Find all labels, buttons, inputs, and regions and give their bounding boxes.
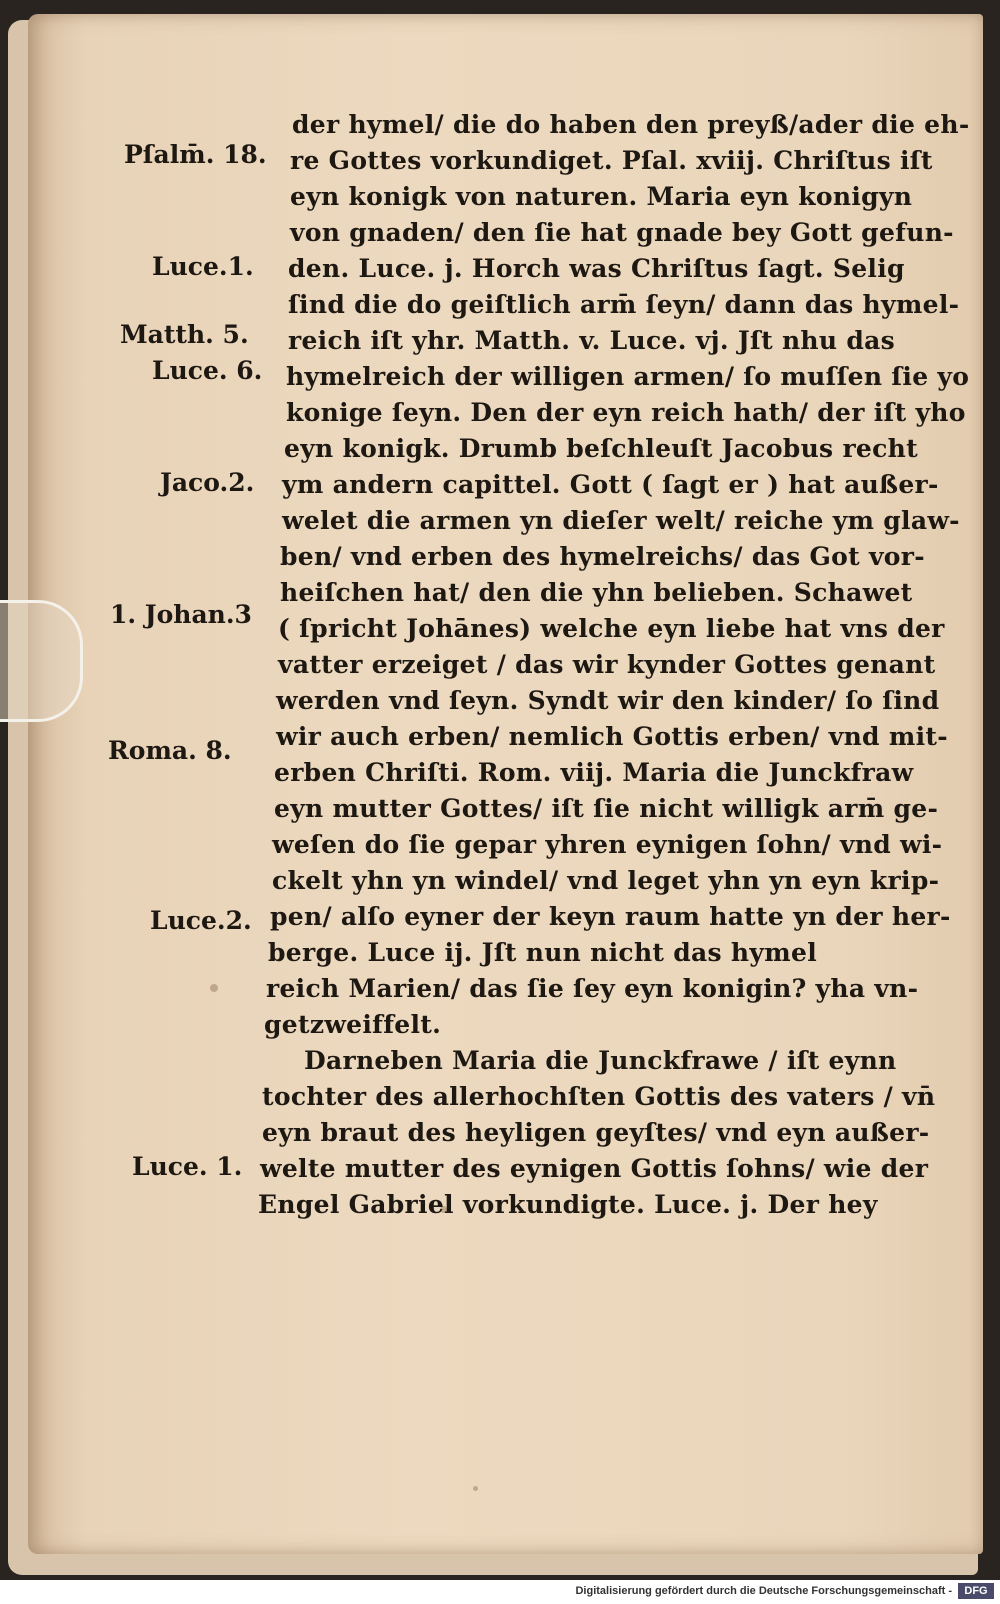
text-line: erben Chriſti. Rom. viij. Maria die Junckfraw bbox=[274, 758, 914, 787]
text-line: den. Luce. j. Horch was Chriſtus ſagt. Selig bbox=[288, 254, 905, 283]
text-line: ſind die do geiſtlich arm̄ ſeyn/ dann das hymel- bbox=[288, 290, 960, 319]
text-line: tochter des allerhochſten Gottis des vaters / vn̄ bbox=[262, 1082, 936, 1111]
margin-note: Luce. 1. bbox=[132, 1152, 243, 1181]
margin-note: Jaco.2. bbox=[160, 468, 255, 497]
margin-note: Luce.2. bbox=[150, 906, 252, 935]
text-line: weſen do ſie gepar yhren eynigen ſohn/ vnd wi- bbox=[272, 830, 943, 859]
text-line: eyn konigk von naturen. Maria eyn konigyn bbox=[290, 182, 913, 211]
text-line: Darneben Maria die Junckfrawe / iſt eynn bbox=[304, 1046, 897, 1075]
text-line: ben/ vnd erben des hymelreichs/ das Got vor- bbox=[280, 542, 925, 571]
text-line: Engel Gabriel vorkundigte. Luce. j. Der hey bbox=[258, 1190, 878, 1219]
digitization-credit: Digitalisierung gefördert durch die Deutsche Forschungsgemeinschaft - bbox=[575, 1585, 952, 1597]
text-line: eyn konigk. Drumb beſchleuſt Jacobus recht bbox=[284, 434, 918, 463]
text-line: reich Marien/ das ſie ſey eyn konigin? yha vn- bbox=[266, 974, 919, 1003]
margin-note: Matth. 5. bbox=[120, 320, 249, 349]
text-line: pen/ alſo eyner der keyn raum hatte yn der her- bbox=[270, 902, 951, 931]
text-line: eyn braut des heyligen geyſtes/ vnd eyn außer- bbox=[262, 1118, 930, 1147]
text-line: ( ſpricht Johānes) welche eyn liebe hat vns der bbox=[278, 614, 945, 643]
text-line: konige ſeyn. Den der eyn reich hath/ der iſt yho bbox=[286, 398, 966, 427]
margin-note: Roma. 8. bbox=[108, 736, 232, 765]
text-line: re Gottes vorkundiget. Pſal. xviij. Chriſtus iſt bbox=[290, 146, 933, 175]
text-line: vatter erzeiget / das wir kynder Gottes genant bbox=[278, 650, 936, 679]
text-line: von gnaden/ den ſie hat gnade bey Gott gefun- bbox=[290, 218, 954, 247]
margin-note: 1. Johan.3 bbox=[110, 600, 252, 629]
text-line: der hymel/ die do haben den preyß/ader die eh- bbox=[292, 110, 970, 139]
margin-note: Pſalm̄. 18. bbox=[124, 140, 267, 169]
text-line: berge. Luce ij. Jſt nun nicht das hymel bbox=[268, 938, 817, 967]
dfg-logo-icon: DFG bbox=[958, 1583, 994, 1599]
text-line: eyn mutter Gottes/ iſt ſie nicht willigk arm̄ ge- bbox=[274, 794, 939, 823]
text-line: ym andern capittel. Gott ( ſagt er ) hat außer- bbox=[282, 470, 939, 499]
paper-stain bbox=[473, 1486, 478, 1491]
text-line: werden vnd ſeyn. Syndt wir den kinder/ ſo ſind bbox=[276, 686, 940, 715]
text-line: wir auch erben/ nemlich Gottis erben/ vnd mit- bbox=[276, 722, 948, 751]
text-line: getzweiffelt. bbox=[264, 1010, 442, 1039]
text-line: welet die armen yn dieſer welt/ reiche ym glaw- bbox=[282, 506, 960, 535]
text-line: heiſchen hat/ den die yhn belieben. Schawet bbox=[280, 578, 913, 607]
paper-stain bbox=[210, 984, 218, 992]
text-line: hymelreich der willigen armen/ ſo muſſen ſie yo bbox=[286, 362, 970, 391]
text-line: welte mutter des eynigen Gottis ſohns/ wie der bbox=[260, 1154, 929, 1183]
text-line: ckelt yhn yn windel/ vnd leget yhn yn eyn krip- bbox=[272, 866, 940, 895]
page-tab-marker bbox=[0, 600, 83, 722]
text-line: reich iſt yhr. Matth. v. Luce. vj. Jſt nhu das bbox=[288, 326, 896, 355]
footer-bar bbox=[0, 1580, 1000, 1604]
margin-note: Luce.1. bbox=[152, 252, 254, 281]
margin-note: Luce. 6. bbox=[152, 356, 263, 385]
